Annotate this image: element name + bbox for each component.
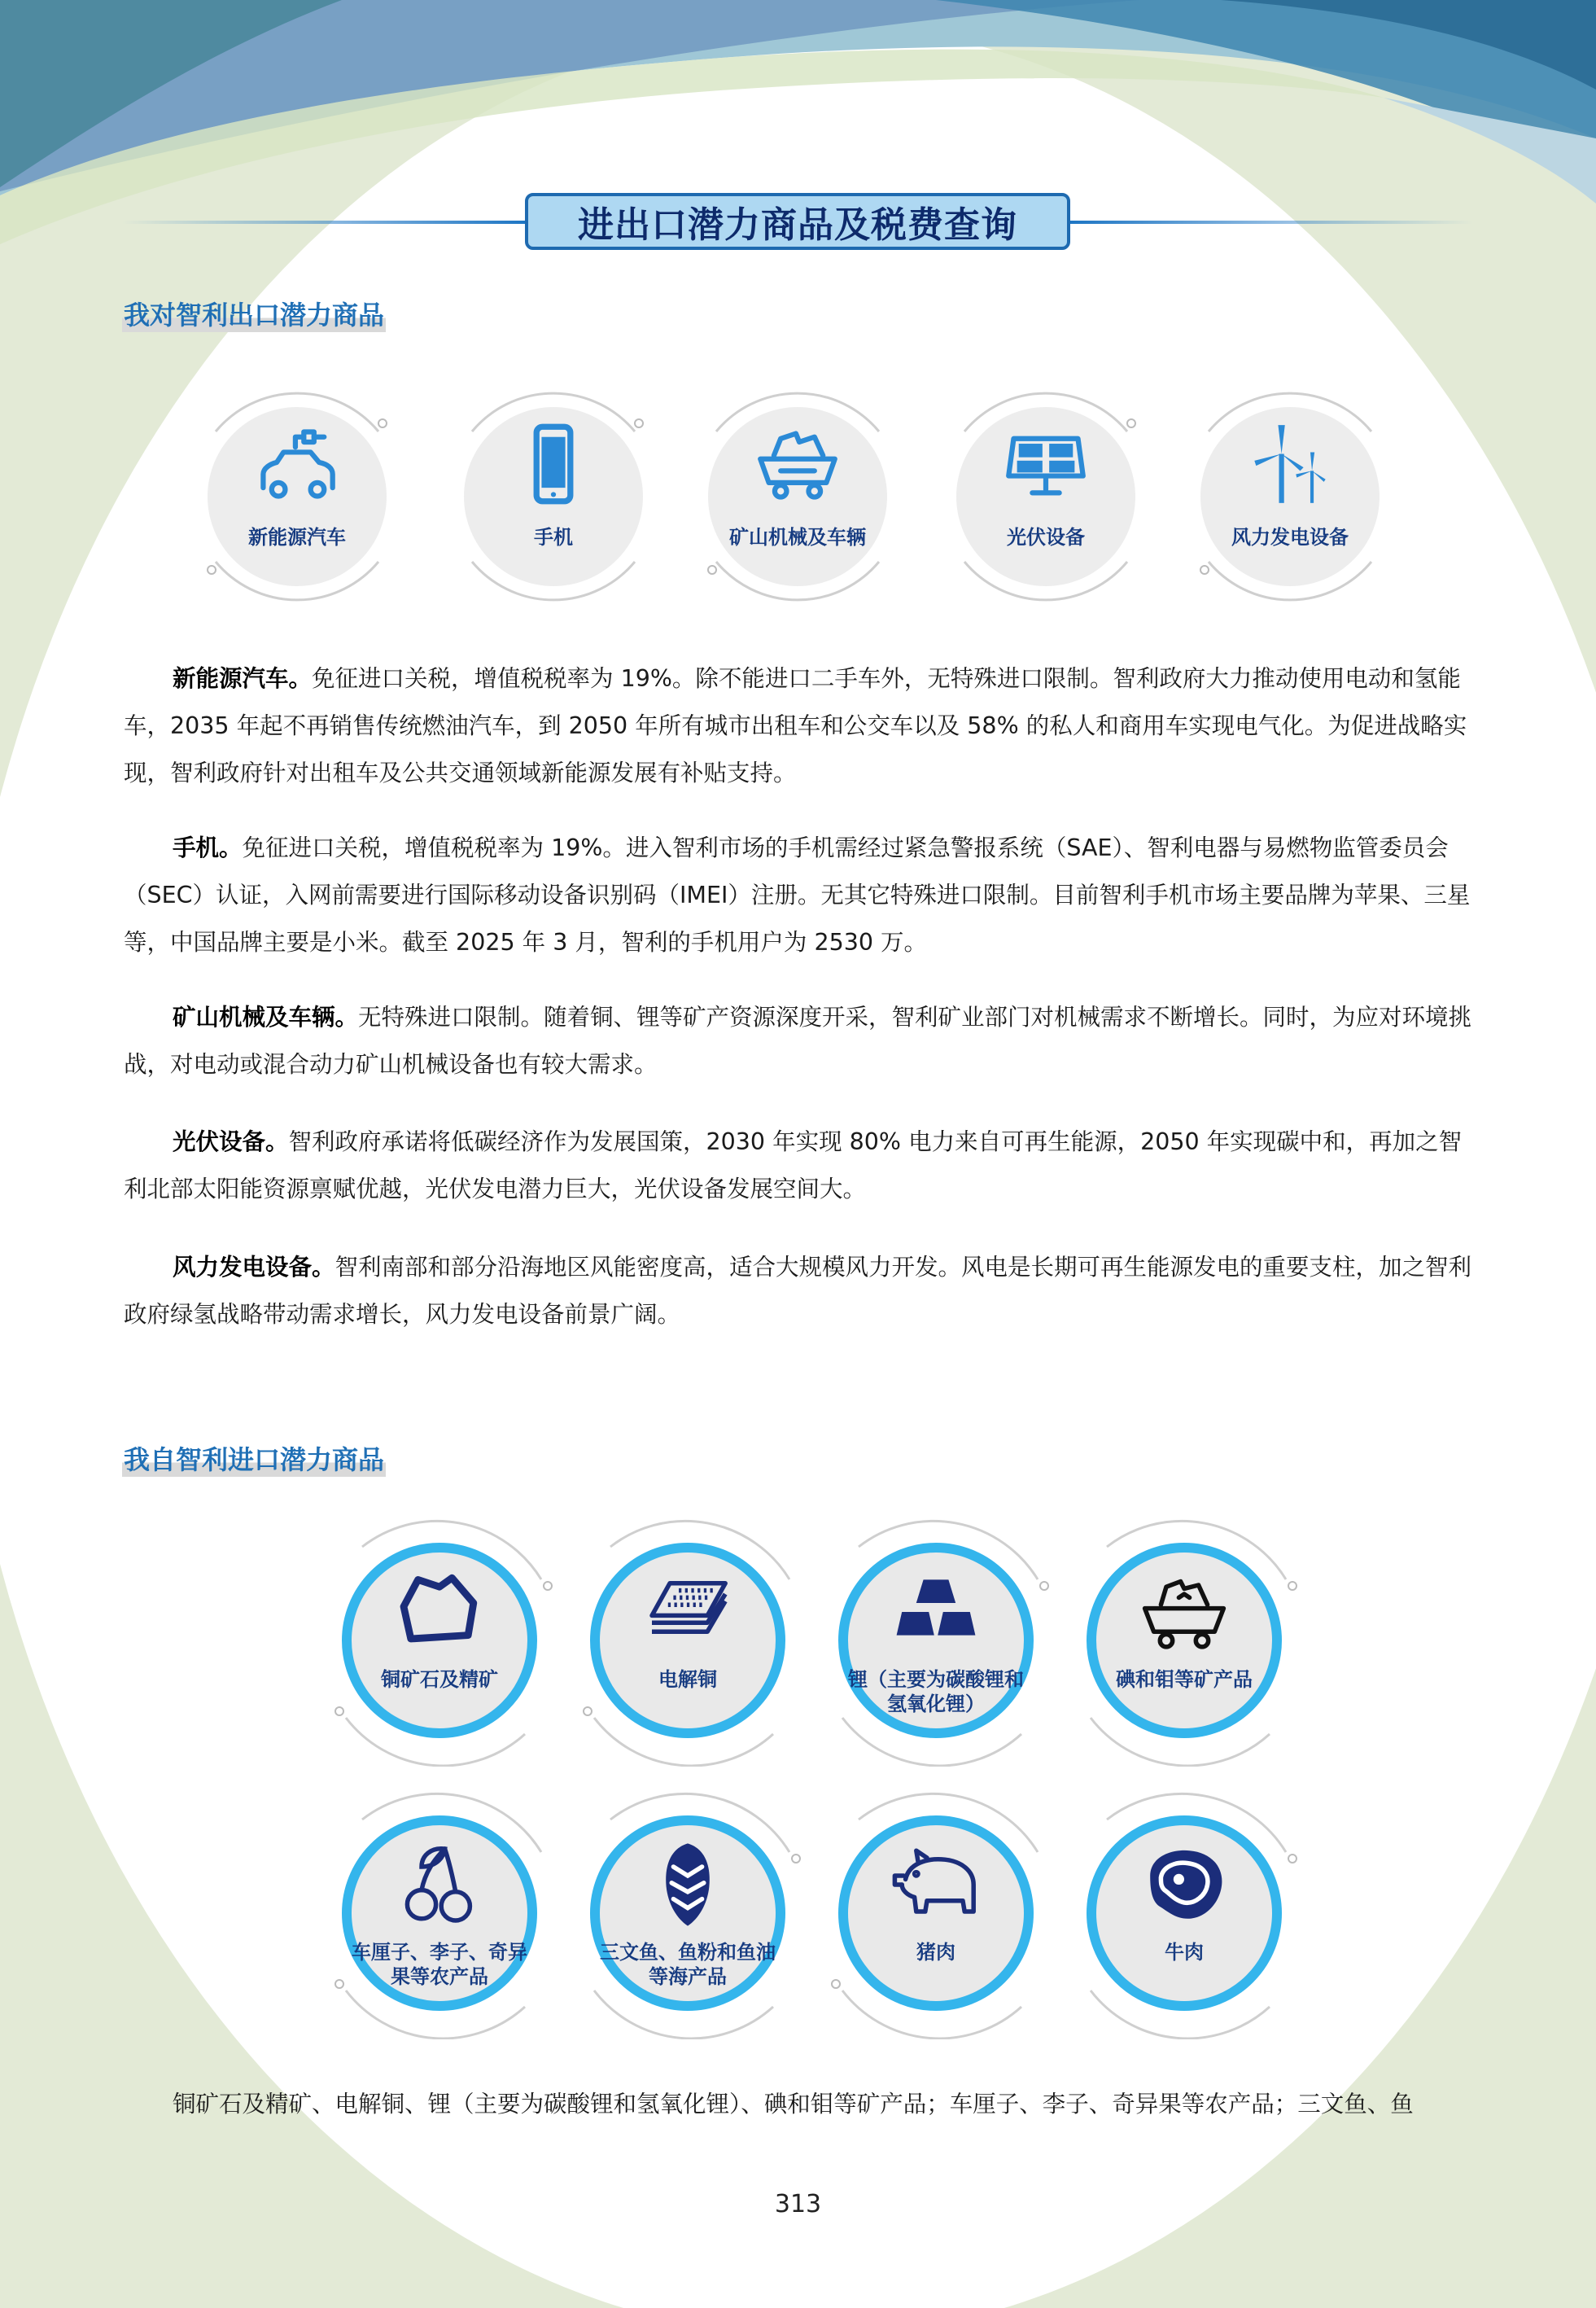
import-item-label: 碘和钼等矿产品 <box>1116 1668 1253 1691</box>
salmon-icon <box>643 1840 732 1929</box>
import-item-electrolytic-copper <box>562 1514 814 1767</box>
import-item-label: 锂（主要为碳酸锂和氢氧化锂） <box>848 1668 1024 1715</box>
export-item-label: 风力发电设备 <box>1231 526 1349 549</box>
wind-turbine-icon <box>1248 422 1332 506</box>
export-item-new-energy-car <box>183 383 411 611</box>
ore-cart-icon <box>1139 1567 1229 1657</box>
export-item-label: 新能源汽车 <box>248 526 346 549</box>
pig-icon <box>891 1840 981 1929</box>
import-section-heading: 我自智利进口潜力商品 <box>122 1439 386 1477</box>
import-item-label: 铜矿石及精矿 <box>381 1668 498 1691</box>
import-item-label: 猪肉 <box>916 1941 955 1964</box>
copper-ore-icon <box>395 1567 484 1657</box>
mine-cart-icon <box>755 422 840 506</box>
solar-panel-icon <box>1004 422 1088 506</box>
import-item-iodine-molybdenum <box>1058 1514 1310 1767</box>
beef-icon <box>1139 1840 1229 1929</box>
import-item-lithium <box>810 1514 1062 1767</box>
mobile-phone-icon <box>511 422 596 506</box>
cherry-icon <box>395 1840 484 1929</box>
page-title: 进出口潜力商品及税费查询 <box>578 204 1017 246</box>
export-paragraph-solar: 光伏设备。智利政府承诺将低碳经济作为发展国策，2030 年实现 80% 电力来自可再生能源，2050 年实现碳中和，再加之智利北部太阳能资源禀赋优越，光伏发电潜力巨大，光伏设备发展空间大。 <box>124 1128 1463 1202</box>
export-section-heading: 我对智利出口潜力商品 <box>122 295 386 332</box>
import-item-label: 车厘子、李子、奇异果等农产品 <box>352 1941 527 1988</box>
export-paragraph-mining-machinery: 矿山机械及车辆。无特殊进口限制。随着铜、锂等矿产资源深度开采，智利矿业部门对机械需求不断增长。同时，为应对环境挑战，对电动或混合动力矿山机械设备也有较大需求。 <box>124 1004 1472 1078</box>
import-item-pork <box>810 1787 1062 2039</box>
import-item-label: 电解铜 <box>658 1668 717 1691</box>
electric-car-icon <box>255 422 339 506</box>
export-item-label: 矿山机械及车辆 <box>729 526 866 549</box>
export-item-mining-machinery <box>684 383 912 611</box>
export-item-wind-power-equipment <box>1176 383 1404 611</box>
export-item-mobile-phone <box>439 383 667 611</box>
import-item-copper-ore <box>313 1514 566 1767</box>
import-paragraph: 铜矿石及精矿、电解铜、锂（主要为碳酸锂和氢氧化锂）、碘和钼等矿产品；车厘子、李子、奇异果等农产品；三文鱼、鱼 <box>173 2091 1414 2117</box>
export-item-label: 光伏设备 <box>1007 526 1085 549</box>
lithium-ingot-icon <box>891 1567 981 1657</box>
page-number: 313 <box>774 2190 822 2218</box>
import-item-label: 三文鱼、鱼粉和鱼油等海产品 <box>600 1941 776 1988</box>
export-item-solar-equipment <box>932 383 1160 611</box>
copper-plate-icon <box>643 1567 732 1657</box>
title-rule-left <box>122 221 525 224</box>
page-title-box <box>525 193 1070 250</box>
title-rule-right <box>1070 221 1473 224</box>
import-item-fruit <box>313 1787 566 2039</box>
export-paragraph-wind: 风力发电设备。智利南部和部分沿海地区风能密度高，适合大规模风力开发。风电是长期可再生能源发电的重要支柱，加之智利政府绿氢战略带动需求增长，风力发电设备前景广阔。 <box>124 1254 1472 1328</box>
import-item-seafood <box>562 1787 814 2039</box>
import-item-label: 牛肉 <box>1165 1941 1204 1964</box>
export-paragraph-mobile-phone: 手机。免征进口关税，增值税税率为 19%。进入智利市场的手机需经过紧急警报系统（SAE）、智利电器与易燃物监管委员会（SEC）认证，入网前需要进行国际移动设备识别码（IMEI）注册。无其它特殊进口限制。目前智利手机市场主要品牌为苹果、三星等，中国品牌主要是小米。截至 2025 年 3 月，智利的手机用户为 2530 万。 <box>124 834 1471 956</box>
import-item-beef <box>1058 1787 1310 2039</box>
export-paragraph-new-energy-car: 新能源汽车。免征进口关税，增值税税率为 19%。除不能进口二手车外，无特殊进口限制。智利政府大力推动使用电动和氢能车，2035 年起不再销售传统燃油汽车，到 2050 年所有城市出租车和公交车以及 58% 的私人和商用车实现电气化。为促进战略实现，智利政府针对出租车及公共交通领域新能源发展有补贴支持。 <box>124 665 1467 786</box>
export-item-label: 手机 <box>534 526 573 549</box>
